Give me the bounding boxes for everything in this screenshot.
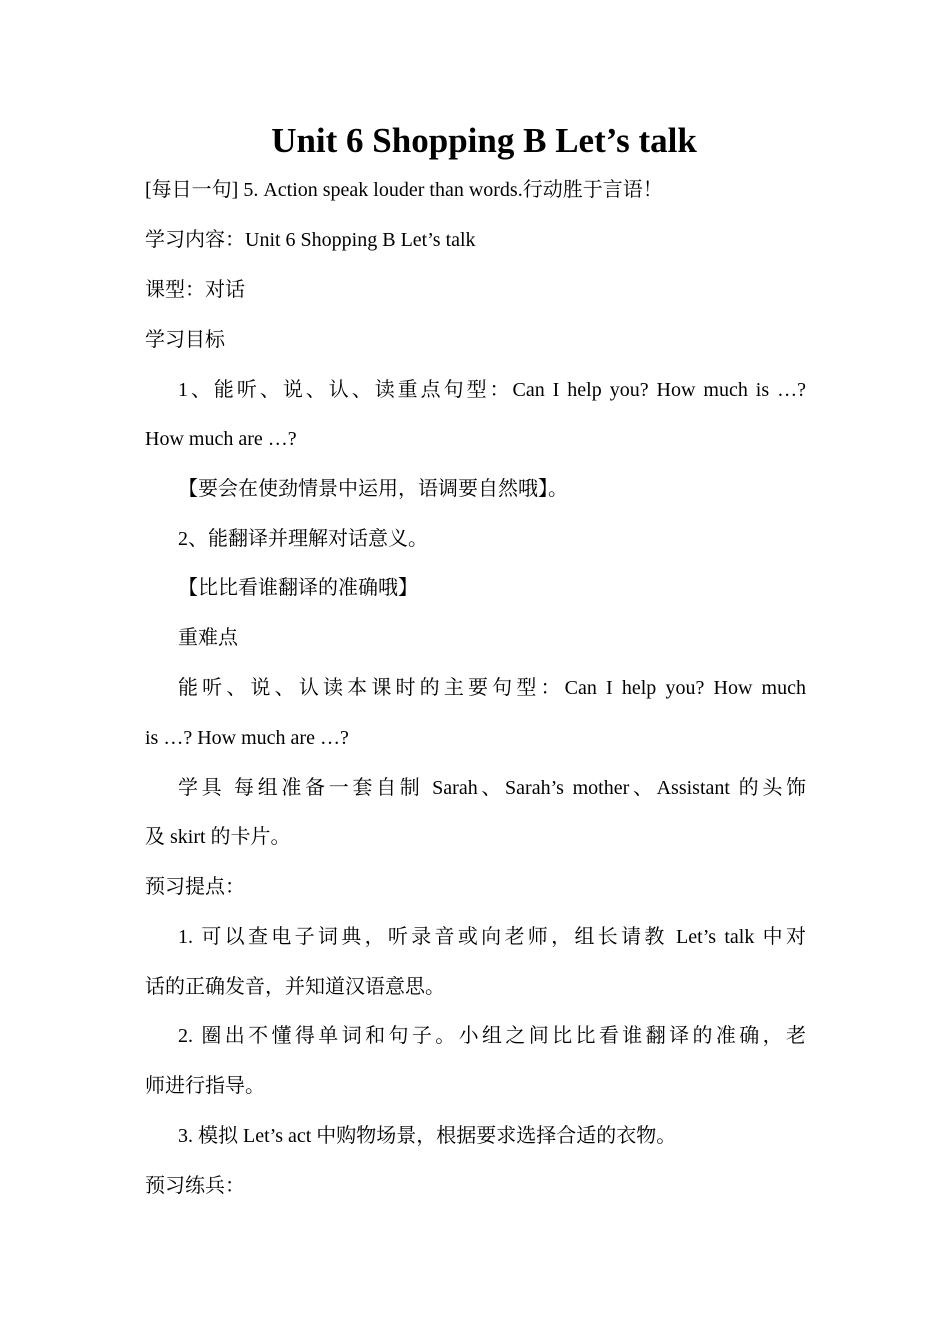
practice-heading: 预习练兵： (145, 1175, 245, 1197)
lesson-type: 课型：对话 (145, 279, 245, 301)
objective-2-note: 【比比看谁翻译的准确哦】 (178, 577, 418, 599)
document-title: Unit 6 Shopping B Let’s talk (271, 121, 697, 160)
objective-1-line-1: 1、能听、说、认、读重点句型：Can I help you? How much is …? (178, 379, 806, 401)
preview-item-2-line-2: 师进行指导。 (145, 1075, 265, 1097)
preview-heading: 预习提点： (145, 876, 245, 898)
materials-line-2: 及 skirt 的卡片。 (145, 826, 291, 848)
key-points-heading: 重难点 (178, 627, 238, 649)
objective-1-line-2: How much are …? (145, 428, 297, 450)
preview-item-2-line-1: 2. 圈出不懂得单词和句子。小组之间比比看谁翻译的准确，老 (178, 1025, 806, 1047)
key-points-line-2: is …? How much are …? (145, 727, 349, 749)
learning-content: 学习内容：Unit 6 Shopping B Let’s talk (145, 229, 476, 251)
preview-item-3: 3. 模拟 Let’s act 中购物场景，根据要求选择合适的衣物。 (178, 1125, 677, 1147)
preview-item-1-line-1: 1. 可以查电子词典，听录音或向老师，组长请教 Let’s talk 中对 (178, 926, 806, 948)
objective-2: 2、能翻译并理解对话意义。 (178, 528, 428, 550)
materials-line-1: 学具 每组准备一套自制 Sarah、Sarah’s mother、Assistant 的头饰 (178, 777, 806, 799)
key-points-line-1: 能听、说、认读本课时的主要句型：Can I help you? How much (178, 677, 806, 699)
objective-1-note: 【要会在使劲情景中运用，语调要自然哦】。 (178, 478, 568, 500)
daily-sentence: [每日一句] 5. Action speak louder than words.行动胜于言语！ (145, 179, 663, 201)
objectives-heading: 学习目标 (145, 329, 225, 351)
preview-item-1-line-2: 话的正确发音，并知道汉语意思。 (145, 976, 445, 998)
